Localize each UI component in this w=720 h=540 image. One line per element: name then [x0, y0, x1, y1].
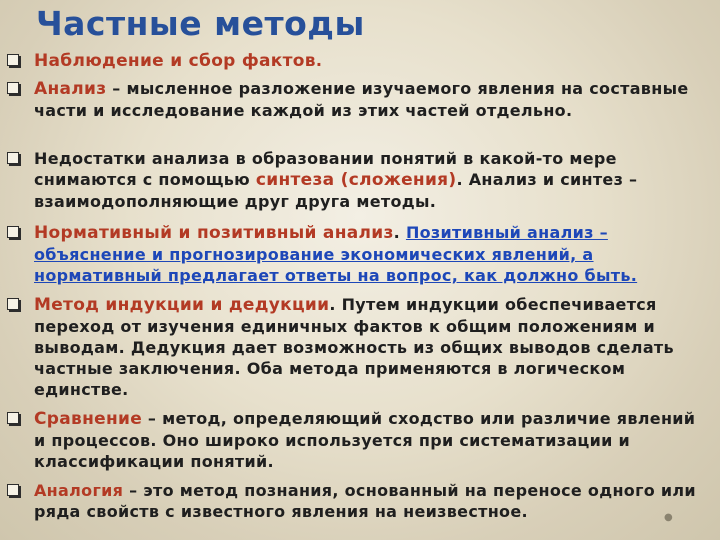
term-synthesis: синтеза (сложения) — [255, 170, 457, 190]
induction-deduction-definition: . Путем индукции обеспечивается переход от изучения единичных фактов к общим положениям и выводам. Дедукция дает возможность из общих выводов сделать частные заключения. Оба метода применяются в логическом единстве. — [34, 295, 674, 399]
positive-analysis-link[interactable]: Позитивный анализ – объяснение и прогнозирование экономических явлений, а нормативный предлагает ответы на вопрос, как должно быть. — [34, 223, 638, 285]
slide-title: Частные методы — [36, 4, 365, 43]
list-item-text — [34, 148, 712, 212]
page-marker-icon: ● — [664, 512, 673, 523]
term-analysis: Анализ — [34, 79, 107, 99]
analysis-definition: – мысленное разложение изучаемого явления на составные части и исследование каждой из этих частей отдельно. — [34, 79, 689, 120]
square-bullet-icon — [7, 484, 19, 496]
analogy-definition: – это метод познания, основанный на переносе одного или ряда свойств с известного явления на неизвестное. — [34, 481, 696, 521]
square-bullet-icon — [7, 82, 19, 94]
term-induction-deduction: Метод индукции и дедукции — [34, 295, 330, 315]
list-item-text — [34, 78, 712, 121]
list-item-text — [34, 50, 712, 72]
drawbacks-text-before: Недостатки анализа в образовании понятий в какой-то мере снимаются с помощью — [34, 149, 617, 189]
list-item-text — [34, 408, 712, 472]
list-item-text — [34, 222, 712, 286]
square-bullet-icon — [7, 226, 19, 238]
term-normative-positive: Нормативный и позитивный анализ — [34, 223, 394, 243]
square-bullet-icon — [7, 54, 19, 66]
list-item-text — [34, 480, 712, 522]
term-analogy: Аналогия — [34, 481, 124, 500]
square-bullet-icon — [7, 298, 19, 310]
drawbacks-text-after: . Анализ и синтез – взаимодополняющие друг друга методы. — [34, 170, 638, 211]
square-bullet-icon — [7, 412, 19, 424]
term-suffix: . — [315, 51, 323, 70]
square-bullet-icon — [7, 152, 19, 164]
comparison-definition: – метод, определяющий сходство или различие явлений и процессов. Оно широко используется при систематизации и классификации понятий. — [34, 409, 696, 471]
list-item-text — [34, 294, 712, 400]
term-comparison: Сравнение — [34, 409, 143, 429]
term-suffix: . — [393, 223, 401, 242]
term-observation: Наблюдение и сбор фактов — [34, 51, 316, 71]
